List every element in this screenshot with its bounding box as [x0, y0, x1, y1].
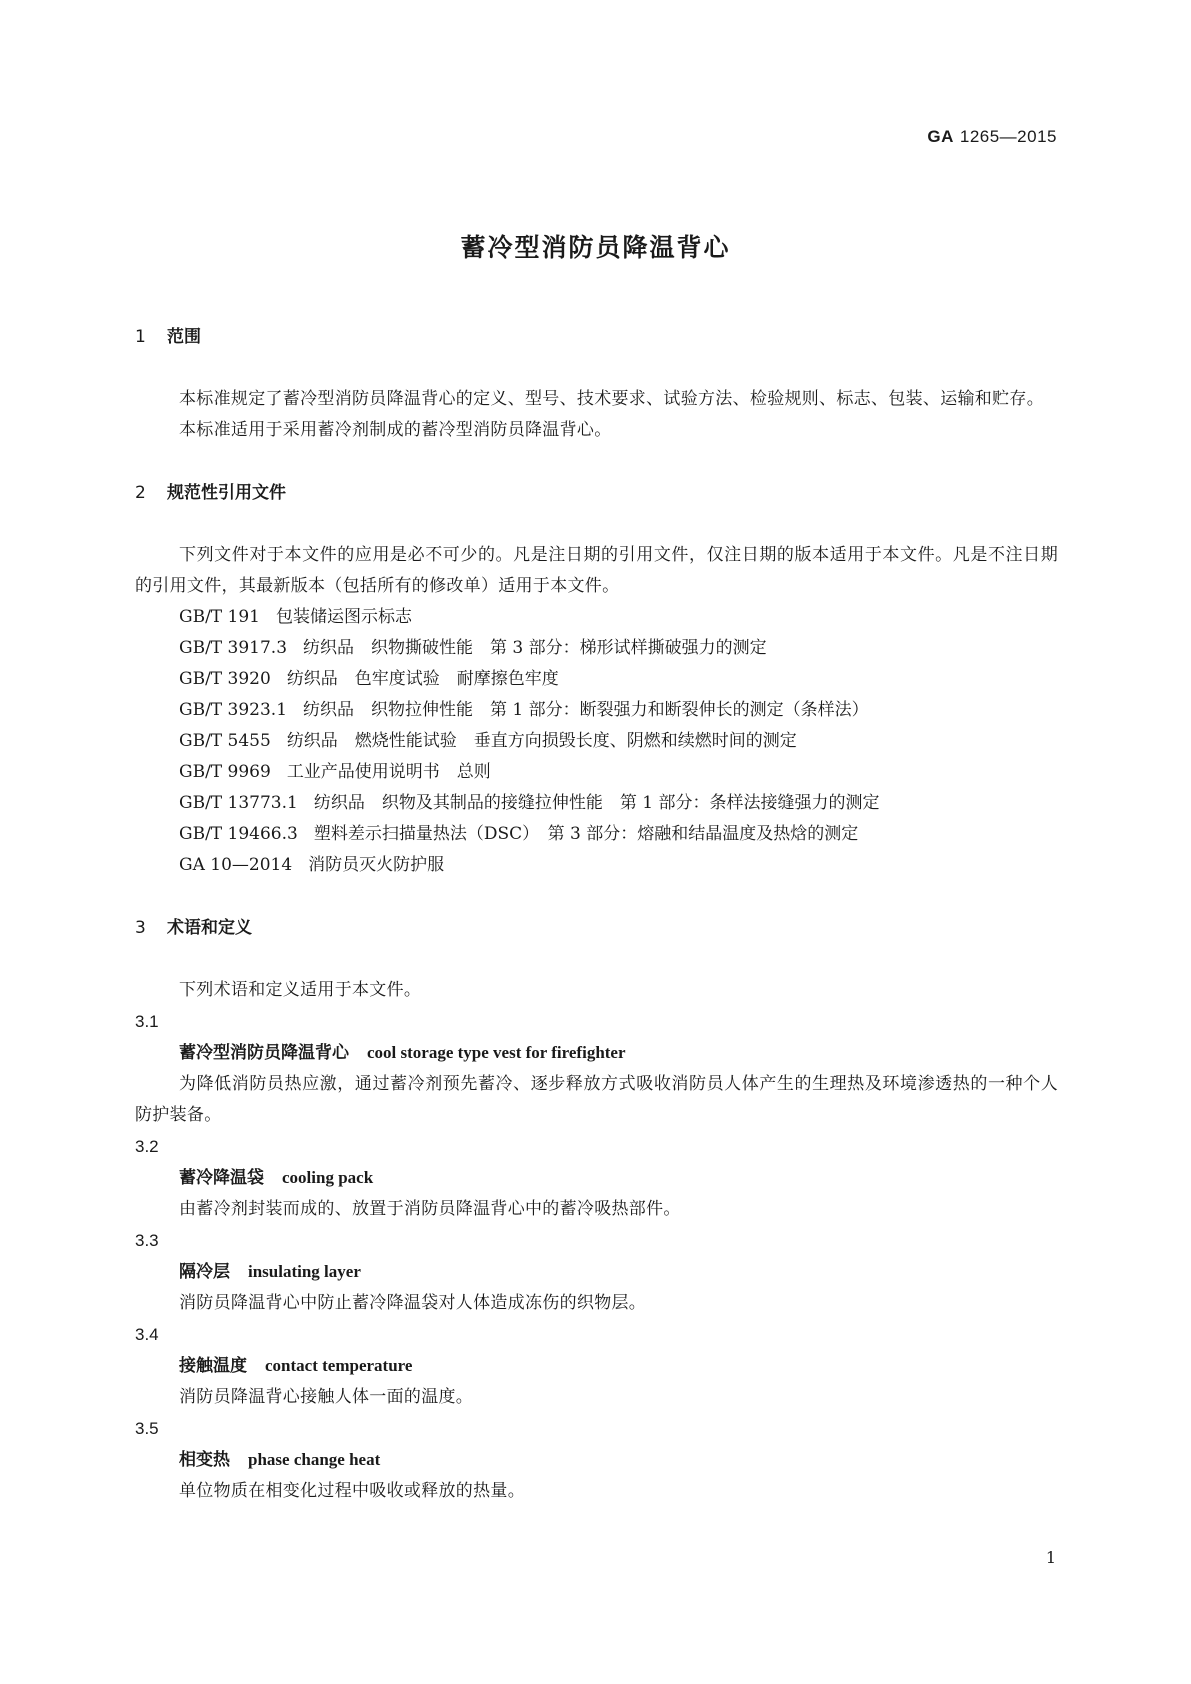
- term-name: [135, 1350, 1058, 1382]
- page-number: 1: [1045, 1548, 1056, 1567]
- section-number: 1: [135, 327, 146, 347]
- standard-number: 1265—2015: [959, 127, 1057, 146]
- reference-code: GB/T 3920: [179, 669, 271, 689]
- reference-title: 消防员灭火防护服: [308, 855, 445, 875]
- term-name: [135, 1037, 1058, 1069]
- reference-item: [135, 695, 1058, 726]
- term-number: 3.1: [135, 1012, 159, 1031]
- section-title: 术语和定义: [167, 918, 252, 938]
- reference-item: [135, 664, 1058, 695]
- reference-item: [135, 602, 1058, 633]
- reference-item: [135, 819, 1058, 850]
- reference-code: GB/T 9969: [179, 762, 271, 782]
- document-body: [135, 322, 1058, 1507]
- reference-title: 纺织品 织物及其制品的接缝拉伸性能 第 1 部分：条样法接缝强力的测定: [313, 793, 880, 813]
- section-heading-references: [135, 478, 1058, 508]
- section-title: 范围: [167, 327, 201, 347]
- section-heading-terms: [135, 913, 1058, 943]
- reference-item: [135, 633, 1058, 664]
- reference-title: 纺织品 织物撕破性能 第 3 部分：梯形试样撕破强力的测定: [303, 638, 767, 658]
- section-number: 3: [135, 918, 146, 938]
- term-number: 3.5: [135, 1419, 159, 1438]
- reference-title: 纺织品 织物拉伸性能 第 1 部分：断裂强力和断裂伸长的测定（条样法）: [303, 700, 869, 720]
- term-name-zh: 蓄冷型消防员降温背心: [179, 1043, 349, 1063]
- reference-code: GB/T 3923.1: [179, 700, 288, 720]
- term-name-zh: 隔冷层: [179, 1262, 230, 1282]
- reference-title: 纺织品 燃烧性能试验 垂直方向损毁长度、阴燃和续燃时间的测定: [286, 731, 797, 751]
- section-number: 2: [135, 483, 146, 503]
- term-name-en: insulating layer: [248, 1262, 361, 1281]
- term-name: [135, 1444, 1058, 1476]
- section-heading-scope: [135, 322, 1058, 352]
- reference-item: [135, 726, 1058, 757]
- reference-title: 塑料差示扫描量热法（DSC） 第 3 部分：熔融和结晶温度及热焓的测定: [313, 824, 859, 844]
- term-number: 3.2: [135, 1137, 159, 1156]
- term-name-en: cooling pack: [282, 1168, 374, 1187]
- term-name-en: cool storage type vest for firefighter: [367, 1043, 626, 1062]
- standard-code: [927, 127, 1057, 147]
- document-title: 蓄冷型消防员降温背心: [460, 233, 731, 262]
- reference-code: GB/T 3917.3: [179, 638, 288, 658]
- reference-code: GB/T 19466.3: [179, 824, 298, 844]
- term-name: [135, 1162, 1058, 1194]
- term-number: 3.3: [135, 1231, 159, 1250]
- reference-code: GB/T 5455: [179, 731, 271, 751]
- term-name-zh: 相变热: [179, 1450, 230, 1470]
- reference-code: GB/T 191: [179, 607, 260, 627]
- reference-title: 工业产品使用说明书 总则: [286, 762, 491, 782]
- term-number: 3.4: [135, 1325, 159, 1344]
- reference-item: [135, 850, 1058, 881]
- term-definition: 消防员降温背心接触人体一面的温度。: [179, 1387, 474, 1407]
- terms-intro: 下列术语和定义适用于本文件。: [179, 980, 422, 1000]
- reference-item: [135, 788, 1058, 819]
- term-name-zh: 接触温度: [179, 1356, 247, 1376]
- term-name-en: phase change heat: [248, 1450, 381, 1469]
- term-definition: 由蓄冷剂封装而成的、放置于消防员降温背心中的蓄冷吸热部件。: [179, 1199, 681, 1219]
- references-intro: 下列文件对于本文件的应用是必不可少的。凡是注日期的引用文件，仅注日期的版本适用于本文件。凡是不注日期的引用文件，其最新版本（包括所有的修改单）适用于本文件。: [135, 545, 1058, 596]
- term-name-zh: 蓄冷降温袋: [179, 1168, 264, 1188]
- term-definition: 消防员降温背心中防止蓄冷降温袋对人体造成冻伤的织物层。: [179, 1293, 647, 1313]
- term-definition: 单位物质在相变化过程中吸收或释放的热量。: [179, 1481, 525, 1501]
- standard-prefix: GA: [927, 127, 954, 146]
- scope-paragraph: 本标准适用于采用蓄冷剂制成的蓄冷型消防员降温背心。: [179, 420, 612, 440]
- reference-code: GB/T 13773.1: [179, 793, 298, 813]
- term-definition: 为降低消防员热应激，通过蓄冷剂预先蓄冷、逐步释放方式吸收消防员人体产生的生理热及环境渗透热的一种个人防护装备。: [135, 1074, 1058, 1125]
- scope-paragraph: 本标准规定了蓄冷型消防员降温背心的定义、型号、技术要求、试验方法、检验规则、标志、包装、运输和贮存。: [179, 389, 1044, 409]
- reference-item: [135, 757, 1058, 788]
- reference-title: 包装储运图示标志: [276, 607, 412, 627]
- term-name: [135, 1256, 1058, 1288]
- section-title: 规范性引用文件: [167, 483, 286, 503]
- reference-title: 纺织品 色牢度试验 耐摩擦色牢度: [286, 669, 559, 689]
- reference-code: GA 10—2014: [179, 855, 293, 875]
- term-name-en: contact temperature: [265, 1356, 413, 1375]
